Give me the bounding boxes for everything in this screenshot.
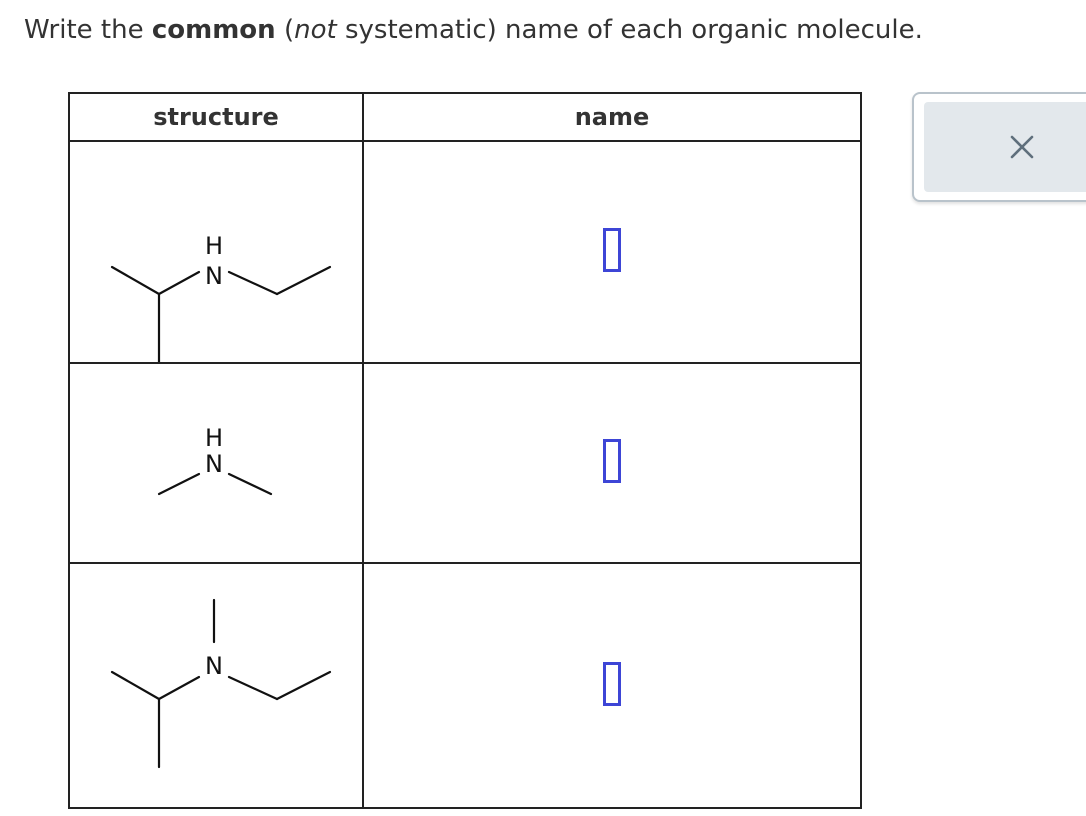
name-cell: [363, 141, 861, 363]
prompt-bold-common: common: [151, 15, 276, 45]
molecule-structure-1: [70, 142, 362, 362]
structure-cell: [69, 363, 363, 563]
prompt-text-3: systematic) name of each organic molecule.: [336, 15, 923, 45]
clear-answer-button[interactable]: [924, 102, 1086, 192]
prompt-text-2: (: [275, 15, 295, 45]
molecule-table: [68, 92, 862, 809]
name-column-header: name: [363, 93, 861, 141]
nitrogen-atom-label: N: [205, 652, 223, 680]
question-prompt: [24, 12, 923, 48]
molecule-structure-2: [70, 364, 362, 562]
close-x-icon: [1010, 135, 1034, 159]
answer-tools-panel: [912, 92, 1086, 202]
structure-cell: [69, 563, 363, 808]
table-row: [69, 363, 861, 563]
hydrogen-atom-label: H: [204, 424, 224, 452]
structure-cell: [69, 141, 363, 363]
hydrogen-atom-label: H: [204, 232, 224, 260]
name-answer-input[interactable]: [603, 228, 621, 272]
nitrogen-atom-label: N: [205, 262, 223, 290]
name-cell: [363, 563, 861, 808]
name-answer-input[interactable]: [603, 439, 621, 483]
molecule-structure-3: [70, 564, 362, 807]
table-row: [69, 141, 861, 363]
nitrogen-atom-label: N: [205, 450, 223, 478]
name-answer-input[interactable]: [603, 662, 621, 706]
name-cell: [363, 363, 861, 563]
prompt-italic-not: not: [294, 15, 337, 45]
table-row: [69, 563, 861, 808]
structure-column-header: structure: [69, 93, 363, 141]
prompt-text-1: Write the: [24, 15, 152, 45]
